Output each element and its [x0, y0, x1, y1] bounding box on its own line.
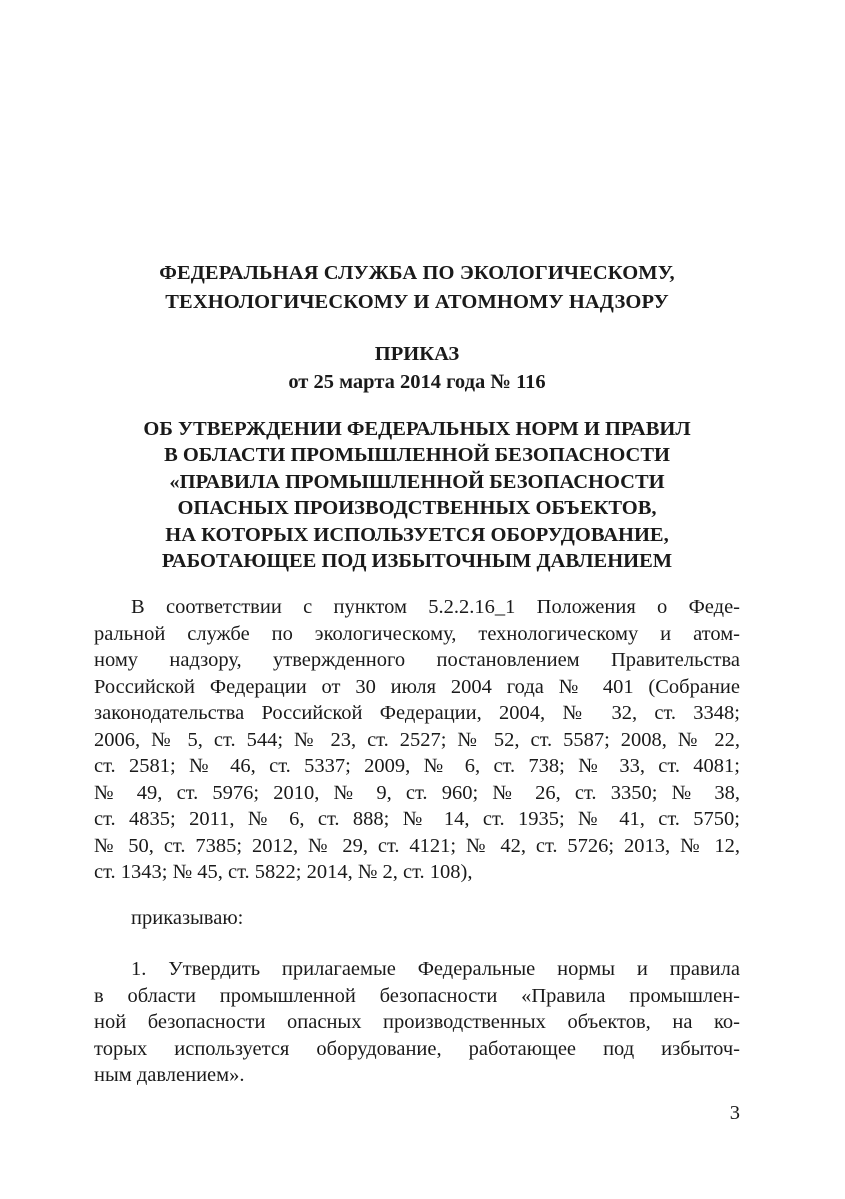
paragraph-line: Российской Федерации от 30 июля 2004 года № 401 (Собрание	[94, 675, 740, 698]
decree-paragraph	[94, 905, 740, 932]
decree-word: приказываю:	[131, 907, 244, 929]
paragraph-line: ным давлением».	[94, 1064, 245, 1086]
paragraph-line: № 49, ст. 5976; 2010, № 9, ст. 960; № 26, ст. 3350; № 38,	[94, 781, 740, 804]
page-number: 3	[729, 1102, 740, 1124]
title-line: В ОБЛАСТИ ПРОМЫШЛЕННОЙ БЕЗОПАСНОСТИ	[164, 444, 670, 467]
paragraph-line: ст. 2581; № 46, ст. 5337; 2009, № 6, ст. 738; № 33, ст. 4081;	[94, 755, 740, 777]
paragraph-line: ст. 4835; 2011, № 6, ст. 888; № 14, ст. 1935; № 41, ст. 5750;	[94, 808, 740, 830]
paragraph-line: 2006, № 5, ст. 544; № 23, ст. 2527; № 52, ст. 5587; 2008, № 22,	[94, 728, 740, 751]
agency-name	[94, 259, 740, 317]
order-label: ПРИКАЗ	[374, 343, 460, 365]
paragraph-line: ст. 1343; № 45, ст. 5822; 2014, № 2, ст. 108),	[94, 861, 473, 883]
item-1-paragraph	[94, 956, 740, 1089]
title-line: «ПРАВИЛА ПРОМЫШЛЕННОЙ БЕЗОПАСНОСТИ	[169, 470, 665, 493]
paragraph-line: 1. Утвердить прилагаемые Федеральные нормы и правила	[131, 958, 740, 980]
title-line: ОПАСНЫХ ПРОИЗВОДСТВЕННЫХ ОБЪЕКТОВ,	[177, 497, 657, 520]
preamble-paragraph	[94, 594, 740, 886]
paragraph-line: № 50, ст. 7385; 2012, № 29, ст. 4121; № 42, ст. 5726; 2013, № 12,	[94, 834, 740, 857]
paragraph-line: ральной службе по экологическому, технологическому и атом-	[94, 622, 740, 645]
paragraph-line: ной безопасности опасных производственных объектов, на ко-	[94, 1011, 740, 1033]
paragraph-line: ному надзору, утвержденного постановлением Правительства	[94, 649, 740, 671]
title-line: НА КОТОРЫХ ИСПОЛЬЗУЕТСЯ ОБОРУДОВАНИЕ,	[165, 523, 669, 546]
paragraph-line: законодательства Российской Федерации, 2004, № 32, ст. 3348;	[94, 702, 740, 724]
document-title	[94, 416, 740, 574]
paragraph-line: торых используется оборудование, работающее под избыточ-	[94, 1037, 740, 1060]
paragraph-line: В соответствии с пунктом 5.2.2.16_1 Положения о Феде-	[131, 596, 740, 618]
order-heading	[94, 340, 740, 396]
agency-line: ФЕДЕРАЛЬНАЯ СЛУЖБА ПО ЭКОЛОГИЧЕСКОМУ,	[159, 262, 675, 284]
order-date: от 25 марта 2014 года № 116	[288, 371, 546, 393]
agency-line: ТЕХНОЛОГИЧЕСКОМУ И АТОМНОМУ НАДЗОРУ	[165, 291, 669, 313]
paragraph-line: в области промышленной безопасности «Правила промышлен-	[94, 984, 740, 1007]
title-line: РАБОТАЮЩЕЕ ПОД ИЗБЫТОЧНЫМ ДАВЛЕНИЕМ	[161, 550, 673, 573]
title-line: ОБ УТВЕРЖДЕНИИ ФЕДЕРАЛЬНЫХ НОРМ И ПРАВИЛ	[143, 418, 691, 440]
